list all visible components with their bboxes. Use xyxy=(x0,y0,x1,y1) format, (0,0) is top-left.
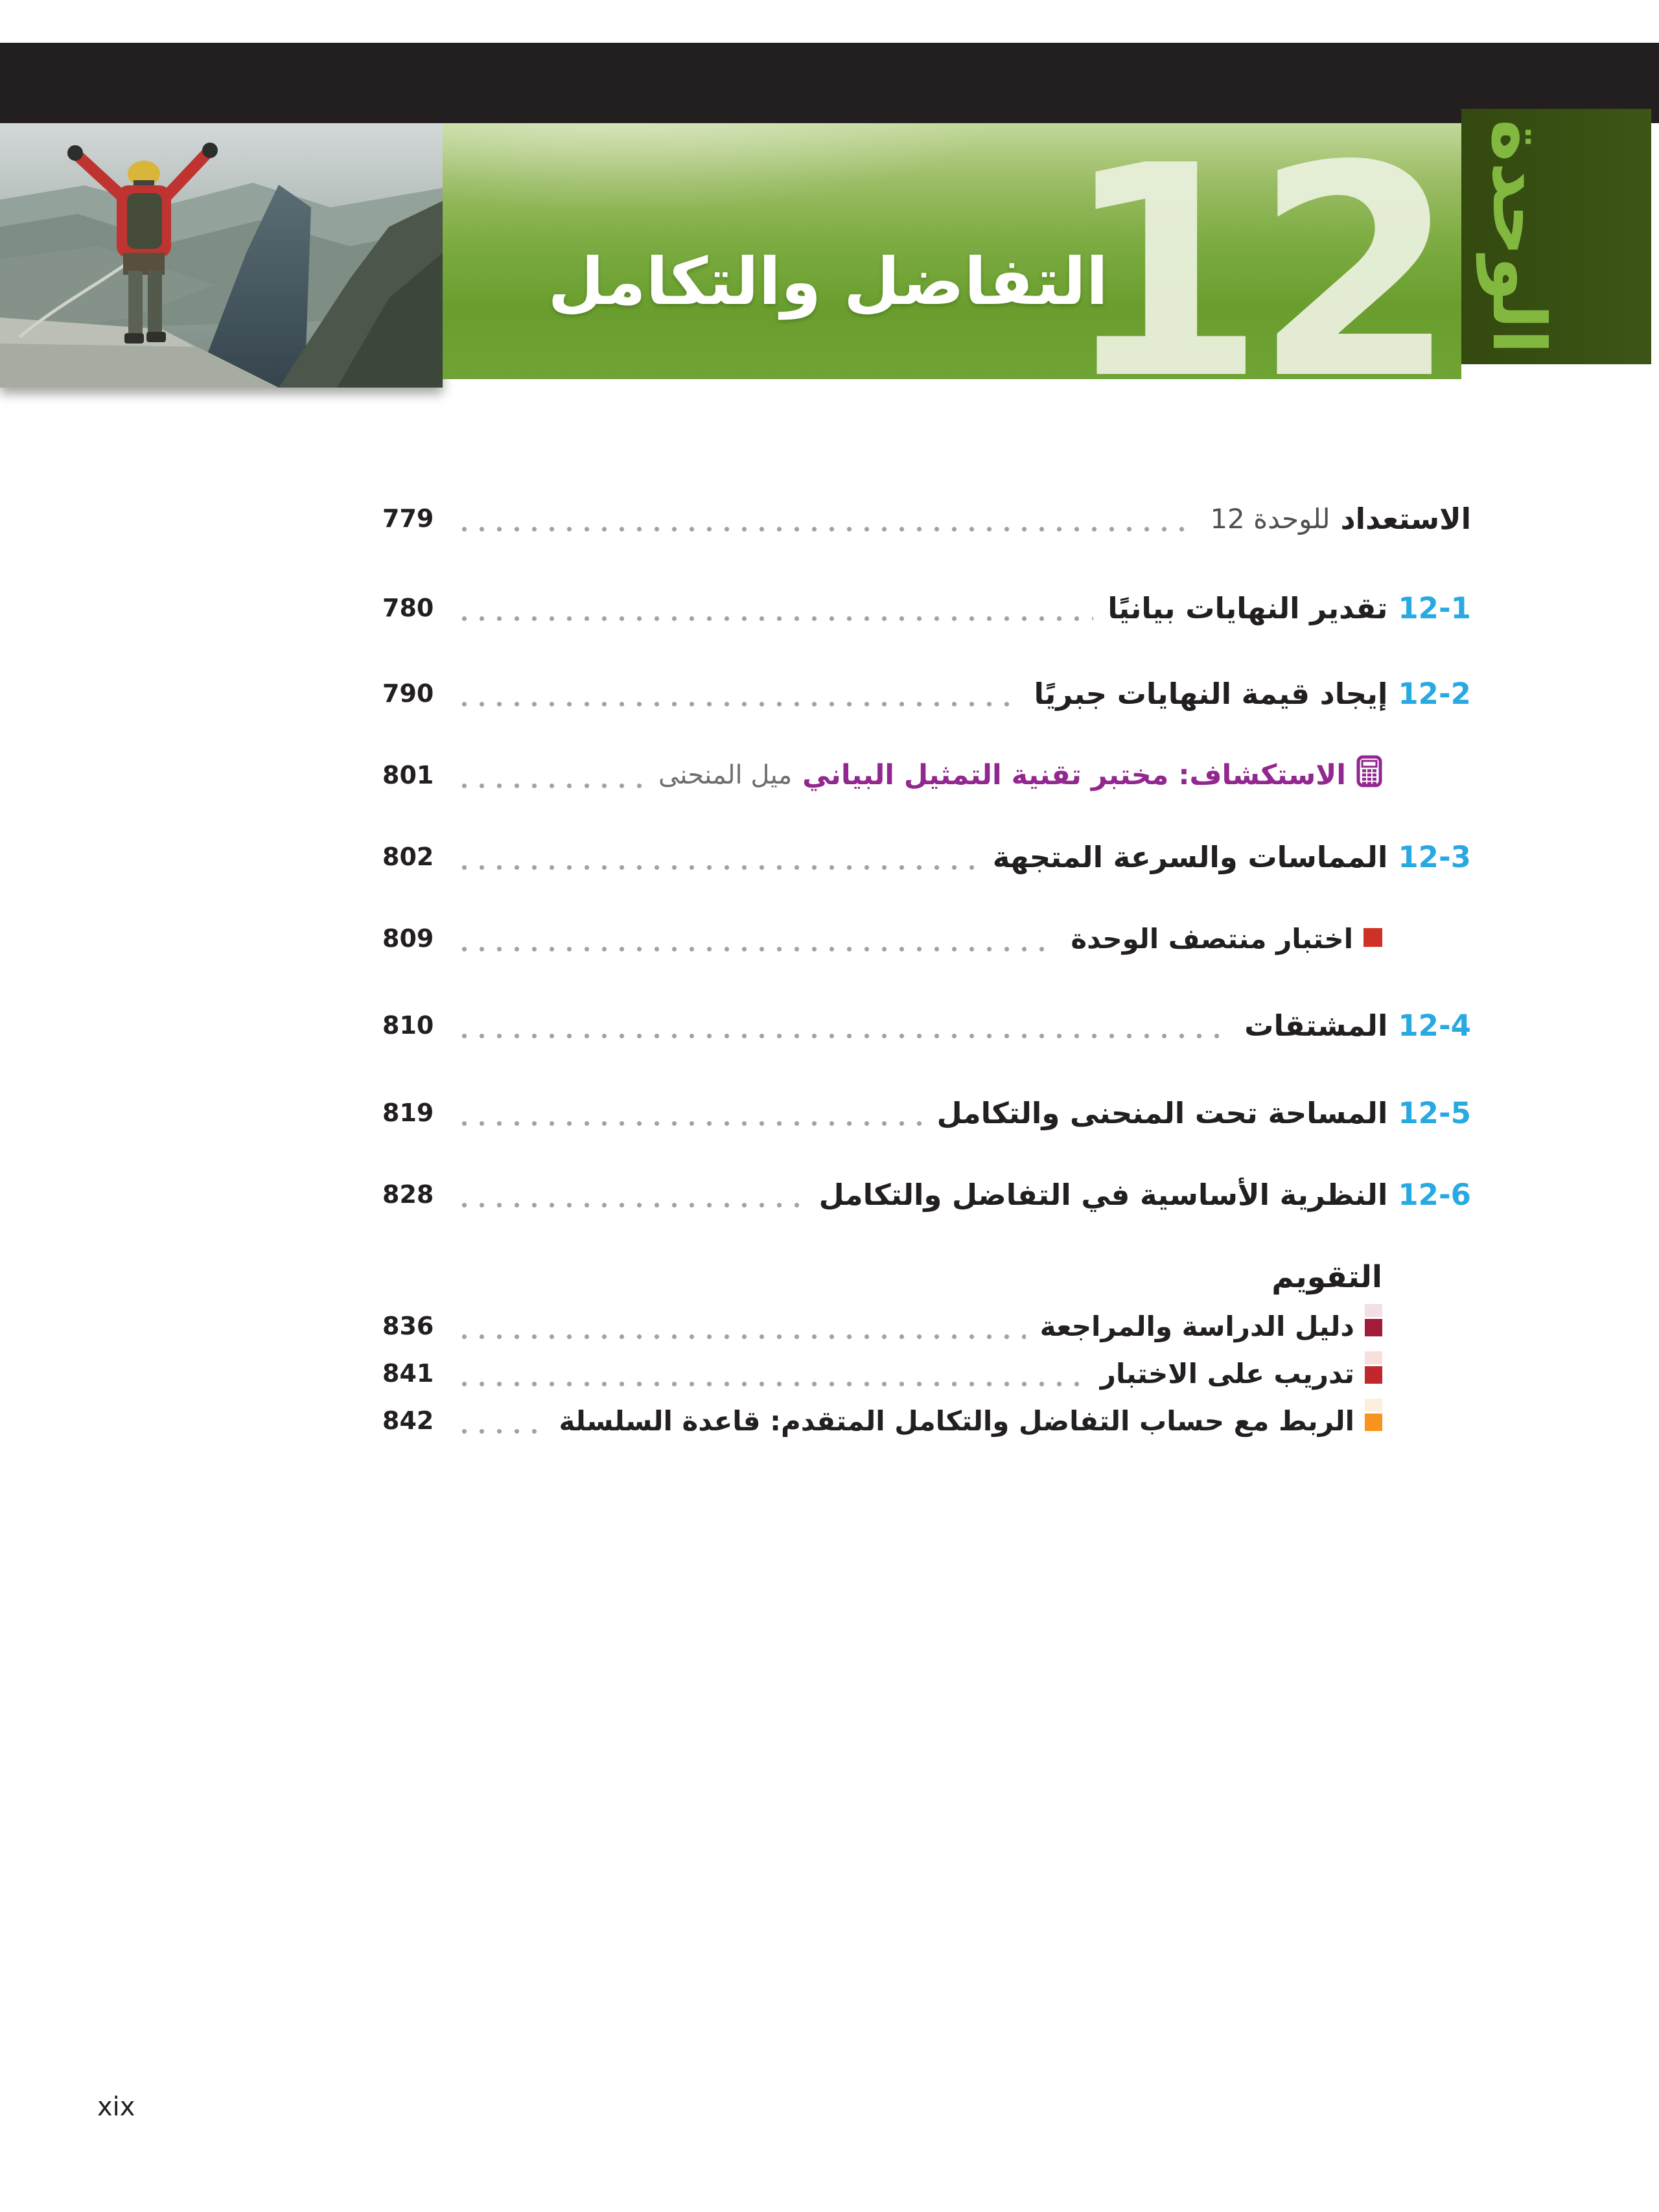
toc-row xyxy=(382,999,1471,1051)
dot-leader xyxy=(461,1121,923,1126)
unit-banner xyxy=(443,123,1461,379)
page-number: 842 xyxy=(382,1406,434,1435)
dot-leader xyxy=(461,701,1019,707)
toc-entry xyxy=(1244,1008,1471,1043)
lesson-number: 12-5 xyxy=(1398,1095,1471,1130)
toc-row xyxy=(382,831,1471,883)
bullet-square-icon xyxy=(1365,1304,1382,1336)
toc-entry-title: الاستعداد xyxy=(1340,501,1471,536)
toc-entry-subtitle: للوحدة 12 xyxy=(1210,502,1330,535)
page-number: 828 xyxy=(382,1180,434,1209)
dot-leader xyxy=(461,1202,805,1208)
dot-leader xyxy=(461,616,1093,622)
page-number: 810 xyxy=(382,1011,434,1040)
dot-leader xyxy=(461,1033,1230,1039)
lesson-number: 12-6 xyxy=(1398,1177,1471,1212)
toc-entry-title: النظرية الأساسية في التفاضل والتكامل xyxy=(818,1177,1388,1212)
toc-entry xyxy=(1210,502,1471,536)
toc-row xyxy=(382,1347,1382,1399)
toc-row xyxy=(382,668,1471,719)
bullet-square-icon xyxy=(1363,928,1382,947)
toc-row xyxy=(382,1169,1471,1220)
page-number: 802 xyxy=(382,843,434,871)
unit-title: التفاضل والتكامل xyxy=(548,244,1108,320)
calculator-icon xyxy=(1356,755,1382,790)
page-number: 790 xyxy=(382,679,434,708)
page-number: 836 xyxy=(382,1312,434,1340)
page-number: 819 xyxy=(382,1099,434,1127)
toc-row xyxy=(382,913,1382,964)
bullet-square-pale xyxy=(1365,1399,1382,1412)
toc-row xyxy=(382,1251,1382,1303)
lesson-number: 12-1 xyxy=(1398,590,1471,625)
bullet-square-icon xyxy=(1365,1351,1382,1384)
dot-leader xyxy=(461,783,644,789)
toc-entry-title: تدريب على الاختبار xyxy=(1100,1357,1354,1390)
toc-entry xyxy=(1100,1357,1382,1390)
dot-leader xyxy=(461,946,1056,952)
dot-leader xyxy=(461,865,979,870)
toc-entry-title: الاستكشاف: مختبر تقنية التمثيل البياني xyxy=(802,759,1346,791)
toc-section-header: التقويم xyxy=(1271,1259,1382,1295)
toc-row xyxy=(382,493,1471,544)
toc-entry-title: المشتقات xyxy=(1244,1008,1388,1043)
toc-entry-subtitle: ميل المنحنى xyxy=(658,760,793,790)
dot-leader xyxy=(461,1428,544,1434)
bullet-square-pale xyxy=(1365,1304,1382,1317)
toc-entry-title: المساحة تحت المنحنى والتكامل xyxy=(936,1095,1388,1130)
unit-word-vertical: الوحدة xyxy=(1476,119,1560,355)
toc-entry xyxy=(1071,923,1382,955)
toc-entry-title: إيجاد قيمة النهايات جبريًا xyxy=(1034,676,1388,711)
toc-row xyxy=(382,582,1471,634)
bullet-square xyxy=(1365,1414,1382,1431)
cliff-climber-illustration xyxy=(0,123,443,388)
page-number: 779 xyxy=(382,504,434,533)
dot-leader xyxy=(461,1381,1086,1387)
bullet-square-icon xyxy=(1365,1399,1382,1431)
dot-leader xyxy=(461,526,1196,532)
lesson-number: 12-3 xyxy=(1398,839,1471,874)
bullet-square xyxy=(1365,1319,1382,1336)
toc-entry-title: المماسات والسرعة المتجهة xyxy=(992,839,1388,874)
toc-entry xyxy=(1034,677,1471,711)
toc-entry xyxy=(658,758,1382,793)
toc-row xyxy=(382,749,1382,801)
lesson-number: 12-4 xyxy=(1398,1008,1471,1043)
toc-row xyxy=(382,1300,1382,1352)
cliff-climber-photo xyxy=(0,123,443,388)
page-number: 809 xyxy=(382,924,434,953)
dot-leader xyxy=(461,1334,1026,1340)
toc-entry xyxy=(819,1178,1471,1212)
unit-number: 12 xyxy=(1062,123,1445,379)
toc-entry xyxy=(1271,1259,1382,1295)
bullet-square xyxy=(1365,1366,1382,1384)
toc-entry xyxy=(993,840,1471,874)
folio-page-number: xix xyxy=(97,2092,135,2122)
page-number: 780 xyxy=(382,594,434,622)
toc-row xyxy=(382,1395,1382,1447)
toc-entry xyxy=(937,1096,1471,1130)
toc-entry-title: تقدير النهايات بيانيًا xyxy=(1108,590,1388,625)
page-number: 841 xyxy=(382,1359,434,1388)
toc-entry xyxy=(1108,591,1471,625)
toc-entry xyxy=(1040,1310,1382,1342)
page-number: 801 xyxy=(382,761,434,789)
toc-entry-title: دليل الدراسة والمراجعة xyxy=(1039,1310,1354,1342)
toc-entry-title: الربط مع حساب التفاضل والتكامل المتقدم: قاعدة السلسلة xyxy=(559,1404,1354,1437)
lesson-number: 12-2 xyxy=(1398,676,1471,711)
toc-row xyxy=(382,1087,1471,1139)
top-black-bar xyxy=(0,43,1659,123)
bullet-square-pale xyxy=(1365,1351,1382,1364)
unit-side-strip xyxy=(1461,109,1651,364)
toc-entry-title: اختبار منتصف الوحدة xyxy=(1071,922,1353,955)
bullet-square xyxy=(1363,928,1382,947)
toc-entry xyxy=(559,1404,1382,1437)
